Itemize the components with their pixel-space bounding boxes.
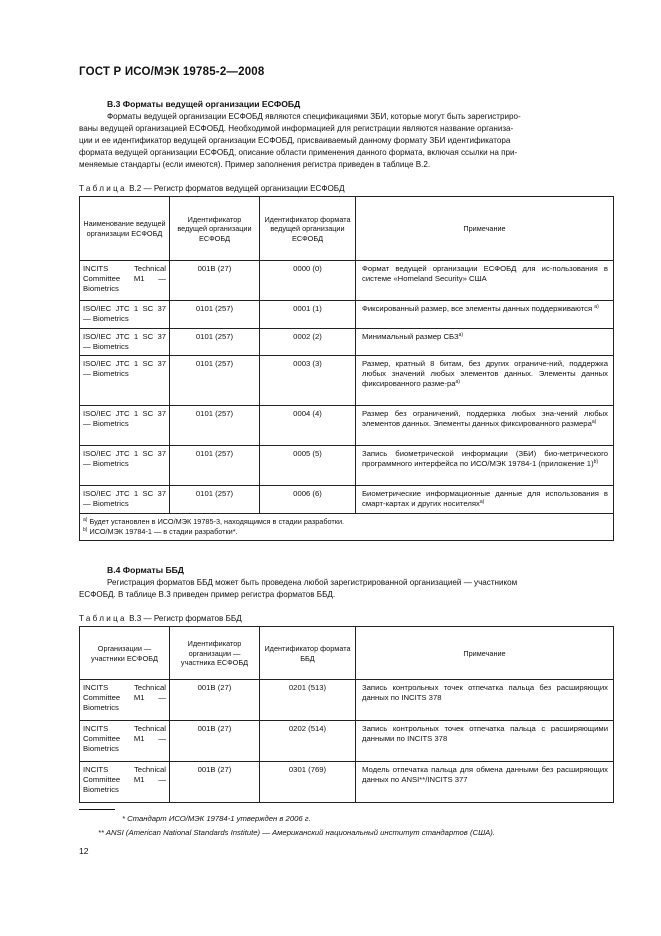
format-id-cell: 0000 (0) — [260, 261, 356, 301]
note-cell — [356, 301, 614, 329]
org-id-cell: 0101 (257) — [170, 301, 260, 329]
format-id-cell: 0002 (2) — [260, 329, 356, 356]
table-header-row — [80, 627, 614, 680]
org-id-cell: 001B (27) — [170, 261, 260, 301]
caption-label: Таблица — [79, 184, 127, 193]
column-header: Примечание — [356, 197, 614, 261]
table-header-row — [80, 197, 614, 261]
table-footnote-row — [80, 514, 614, 541]
note-cell — [356, 486, 614, 514]
page-footnote: * Стандарт ИСО/МЭК 19784-1 утвержден в 2006 г. — [122, 814, 311, 823]
table-row — [80, 261, 614, 301]
org-id-cell: 0101 (257) — [170, 329, 260, 356]
section-b4-title: B.4 Форматы ББД — [107, 565, 184, 575]
table-footnote — [83, 527, 610, 537]
org-name-cell: ISO/IEC JTC 1 SC 37 — Biometrics — [80, 446, 170, 486]
column-header: Наименование ведущей организации ЕСФОБД — [80, 197, 170, 261]
table-footnotes — [80, 514, 614, 541]
note-cell — [356, 356, 614, 406]
table-b3-caption — [79, 614, 242, 623]
paragraph-line: ции и ее идентификатор ведущей организации ЕСФОБД, присваиваемый данному формату ЗБИ идентификатора — [79, 135, 511, 145]
note-cell: Запись контрольных точек отпечатка пальца с расширяющими данными по INCITS 378 — [356, 721, 614, 762]
org-id-cell: 001B (27) — [170, 762, 260, 803]
org-id-cell: 001B (27) — [170, 721, 260, 762]
footnote-divider — [79, 809, 115, 810]
table-b3 — [79, 626, 614, 803]
footnote-ref: а) — [479, 499, 485, 506]
paragraph-line: Регистрация форматов ББД может быть проведена любой зарегистрированной организацией — участником — [107, 578, 518, 587]
format-id-cell: 0301 (769) — [260, 762, 356, 803]
paragraph-line: ЕСФОБД. В таблице В.3 приведен пример регистра форматов ББД. — [79, 589, 336, 599]
table-b2-caption — [79, 184, 345, 193]
org-name-cell: ISO/IEC JTC 1 SC 37 — Biometrics — [80, 329, 170, 356]
org-id-cell: 001B (27) — [170, 680, 260, 721]
format-id-cell: 0005 (5) — [260, 446, 356, 486]
org-name-cell: ISO/IEC JTC 1 SC 37 — Biometrics — [80, 406, 170, 446]
org-id-cell: 0101 (257) — [170, 356, 260, 406]
note-text: Запись биометрической информации (ЗБИ) био-метрического программного интерфейса по ИСО/МЭК 19784-1 (приложение 1) — [362, 449, 608, 469]
note-text: Размер без ограничений, поддержка любых зна-чений любых элементов данных. Элементы данных фиксированного размера — [362, 409, 608, 429]
org-name-cell: INCITS Technical Committee M1 — Biometrics — [80, 261, 170, 301]
org-id-cell: 0101 (257) — [170, 406, 260, 446]
table-row — [80, 406, 614, 446]
footnote-ref: а) — [455, 379, 460, 386]
note-cell — [356, 406, 614, 446]
note-cell: Запись контрольных точек отпечатка пальца без расширяющих данных по INCITS 378 — [356, 680, 614, 721]
column-header: Идентификатор формата ББД — [260, 627, 356, 680]
column-header: Идентификатор формата ведущей организации ЕСФОБД — [260, 197, 356, 261]
column-header: Идентификатор ведущей организации ЕСФОБД — [170, 197, 260, 261]
format-id-cell: 0006 (6) — [260, 486, 356, 514]
paragraph-line: меняемые стандарты (если имеются). Пример заполнения регистра приведен в таблице В.2. — [79, 159, 431, 169]
org-name-cell: INCITS Technical Committee M1 — Biometrics — [80, 721, 170, 762]
table-footnote — [83, 517, 610, 527]
caption-label: Таблица — [79, 614, 127, 623]
footnote-text: Будет установлен в ИСО/МЭК 19785-3, находящимся в стадии разработки. — [87, 517, 345, 526]
footnote-mark: а) — [83, 517, 88, 523]
page-number: 12 — [79, 846, 89, 856]
page-footnote: ** ANSI (American National Standards Institute) — Американский национальный институт стандартов (США). — [98, 828, 495, 837]
column-header: Организации — участники ЕСФОБД — [80, 627, 170, 680]
document-header: ГОСТ Р ИСО/МЭК 19785-2—2008 — [79, 66, 265, 78]
paragraph-line: формата ведущей организации ЕСФОБД, описание области применения данного формата, включая ссылки на при- — [79, 147, 518, 157]
note-cell — [356, 261, 614, 301]
note-text: Формат ведущей организации ЕСФОБД для ис-пользования в системе «Homeland Security» США — [362, 264, 608, 284]
paragraph-line: ваны ведущей организацией ЕСФОБД. Необходимой информацией для регистрации являются название организа- — [79, 123, 514, 133]
section-b3-title: B.3 Форматы ведущей организации ЕСФОБД — [107, 99, 301, 109]
column-header: Идентификатор организации — участника ЕСФОБД — [170, 627, 260, 680]
table-row — [80, 721, 614, 762]
note-text: Фиксированный размер, все элементы данных поддерживаются — [362, 304, 593, 313]
format-id-cell: 0003 (3) — [260, 356, 356, 406]
table-row — [80, 301, 614, 329]
note-cell — [356, 446, 614, 486]
note-cell — [356, 329, 614, 356]
table-row — [80, 486, 614, 514]
section-b4-paragraph — [79, 577, 614, 601]
footnote-mark: b) — [83, 527, 88, 533]
org-name-cell: ISO/IEC JTC 1 SC 37 — Biometrics — [80, 486, 170, 514]
caption-text: В.2 — Регистр форматов ведущей организации ЕСФОБД — [126, 184, 345, 193]
note-text: Минимальный размер СБЗ — [362, 332, 459, 341]
table-row — [80, 446, 614, 486]
caption-text: В.3 — Регистр форматов ББД — [126, 614, 242, 623]
paragraph-line: Форматы ведущей организации ЕСФОБД являются спецификациями ЗБИ, которые могут быть зарегистриро- — [107, 112, 521, 121]
table-row — [80, 680, 614, 721]
footnote-ref: а) — [458, 332, 464, 338]
format-id-cell: 0001 (1) — [260, 301, 356, 329]
format-id-cell: 0202 (514) — [260, 721, 356, 762]
org-name-cell: INCITS Technical Committee M1 — Biometrics — [80, 680, 170, 721]
org-id-cell: 0101 (257) — [170, 486, 260, 514]
note-text: Биометрические информационные данные для использования в смарт-картах и других носителях — [362, 489, 608, 509]
column-header: Примечание — [356, 627, 614, 680]
footnote-text: ИСО/МЭК 19784-1 — в стадии разработки*. — [87, 527, 238, 536]
org-id-cell: 0101 (257) — [170, 446, 260, 486]
table-b2 — [79, 196, 614, 541]
org-name-cell: ISO/IEC JTC 1 SC 37 — Biometrics — [80, 301, 170, 329]
note-text: Размер, кратный 8 битам, без других ограниче-ний, поддержка любых значений любых элементов данных. Элементы данных фиксированного разме-ра — [362, 359, 608, 389]
org-name-cell: INCITS Technical Committee M1 — Biometrics — [80, 762, 170, 803]
org-name-cell: ISO/IEC JTC 1 SC 37 — Biometrics — [80, 356, 170, 406]
table-row — [80, 329, 614, 356]
format-id-cell: 0004 (4) — [260, 406, 356, 446]
section-b3-paragraph — [79, 111, 614, 171]
footnote-ref: а) — [591, 419, 597, 426]
note-cell: Модель отпечатка пальца для обмена данными без расширяющих данных по ANSI**/INCITS 377 — [356, 762, 614, 803]
footnote-ref: а) — [594, 304, 599, 310]
footnote-ref: b) — [593, 459, 599, 466]
table-row — [80, 762, 614, 803]
table-row — [80, 356, 614, 406]
format-id-cell: 0201 (513) — [260, 680, 356, 721]
